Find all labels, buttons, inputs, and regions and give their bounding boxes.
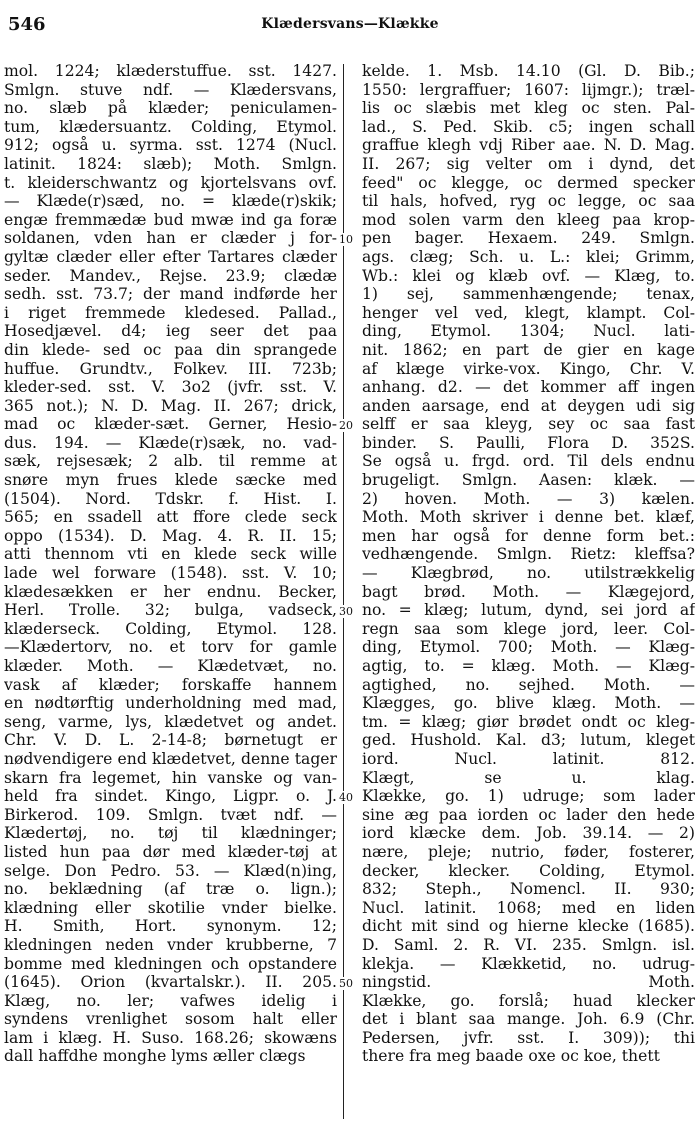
- text-line: Nucl. latinit. 1068; med en liden: [362, 898, 695, 917]
- text-line: 565; en ssadell att ffore clede seck: [4, 508, 337, 527]
- text-line: there fra meg baade oxe oc koe, thett: [362, 1047, 660, 1066]
- text-line: lis oc slæbis met kleg oc sten. Pal-: [362, 99, 695, 118]
- text-line: — Klægbrød, no. utilstrækkelig: [362, 564, 695, 583]
- text-line: 2) hoven. Moth. — 3) kælen.: [362, 489, 695, 508]
- text-line: klekja. — Klækketid, no. udrug-: [362, 954, 695, 973]
- text-line: Klække, go. 1) udruge; som lader: [362, 787, 695, 806]
- text-line: kelde. 1. Msb. 14.10 (Gl. D. Bib.;: [362, 62, 695, 80]
- text-line: klæder. Moth. — Klædetvæt, no.: [4, 657, 337, 675]
- text-line: Se også u. frgd. ord. Til dels endnu: [362, 452, 695, 471]
- text-line: i riget fremmede kledesed. Pallad.,: [4, 303, 337, 322]
- text-line: mad oc klæder-sæt. Gerner, Hesio-: [4, 415, 337, 434]
- text-line: Wb.: klei og klæb ovf. — Klæg, to.: [362, 266, 695, 285]
- text-line: mol. 1224; klæderstuffue. sst. 1427.: [4, 62, 337, 80]
- text-line: feed" oc klegge, oc dermed specker: [362, 173, 695, 192]
- text-line: af klæge virke-vox. Kingo, Chr. V.: [362, 359, 695, 378]
- text-line: Smlgn. stuve ndf. — Klædersvans,: [4, 80, 337, 99]
- text-line: det i blant saa mange. Joh. 6.9 (Chr.: [362, 1010, 695, 1029]
- text-line: ding, Etymol. 1304; Nucl. lati-: [362, 322, 695, 341]
- text-line: — Klæde(r)sæd, no. = klæde(r)skik;: [4, 192, 337, 211]
- text-line: 912; også u. syrma. sst. 1274 (Nucl.: [4, 136, 337, 155]
- text-line: II. 267; sig velter om i dynd, det: [362, 154, 695, 173]
- text-line: D. Saml. 2. R. VI. 235. Smlgn. isl.: [362, 935, 695, 954]
- text-line: en nødtørftig underholdning med mad,: [4, 694, 337, 713]
- text-line: vedhængende. Smlgn. Rietz: kleffsa?: [362, 545, 695, 564]
- text-line: dicht mit sind og hierne klecke (1685).: [362, 917, 695, 936]
- text-line: iord. Nucl. latinit. 812.: [362, 749, 695, 768]
- text-line: anhang. d2. — det kommer aff ingen: [362, 378, 695, 397]
- text-line: atti thennom vti en klede seck wille: [4, 545, 337, 564]
- text-line: soldanen, vden han er clæder j for-: [4, 229, 337, 248]
- text-line: huffue. Grundtv., Folkev. III. 723b;: [4, 359, 337, 378]
- text-line: t. kleiderschwantz og kjortelsvans ovf.: [4, 173, 337, 192]
- text-line: sine æg paa iorden oc lader den hede: [362, 805, 695, 824]
- text-line: lad., S. Ped. Skib. c5; ingen schall: [362, 117, 695, 136]
- text-line: no. slæb på klæder; peniculamen-: [4, 99, 337, 118]
- text-line: snøre myn frues klede sæcke med: [4, 471, 337, 490]
- text-line: vask af klæder; forskaffe hannem: [4, 675, 337, 694]
- text-line: dus. 194. — Klæde(r)sæk, no. vad-: [4, 433, 337, 452]
- text-line: gyltæ clæder eller efter Tartares clæder: [4, 247, 337, 266]
- text-line: 365 not.); N. D. Mag. II. 267; drick,: [4, 396, 337, 415]
- text-line: Chr. V. D. L. 2-14-8; børnetugt er: [4, 731, 337, 750]
- running-head: Klædersvans—Klække: [261, 16, 439, 32]
- line-number: 40: [339, 791, 361, 804]
- text-line: sæk, rejsesæk; 2 alb. til remme at: [4, 452, 337, 471]
- text-line: selge. Don Pedro. 53. — Klæd(n)ing,: [4, 861, 337, 880]
- text-line: bomme med kledningen och opstandere: [4, 954, 337, 973]
- text-line: Birkerod. 109. Smlgn. tvæt ndf. —: [4, 805, 337, 824]
- text-line: Herl. Trolle. 32; bulga, vadseck,: [4, 601, 337, 620]
- text-line: graffue klegh vdj Riber aae. N. D. Mag.: [362, 136, 695, 155]
- text-line: selff er saa kleyg, sey oc saa fast: [362, 415, 695, 434]
- text-line: til hals, hofved, ryg oc legge, oc saa: [362, 192, 695, 211]
- text-line: Hosedjævel. d4; ieg seer det paa: [4, 322, 337, 341]
- text-line: lade wel forware (1548). sst. V. 10;: [4, 564, 337, 583]
- text-line: nødvendigere end klædetvet, denne tager: [4, 749, 337, 768]
- text-line: no. = klæg; lutum, dynd, sei jord af: [362, 601, 695, 620]
- text-line: Moth. Moth skriver i denne bet. klæf,: [362, 508, 695, 527]
- text-line: klæderseck. Colding, Etymol. 128.: [4, 619, 337, 638]
- page-number: 546: [8, 14, 46, 35]
- text-line: nære, pleje; nutrio, føder, fosterer,: [362, 842, 695, 861]
- line-number: 10: [339, 233, 361, 246]
- text-line: iord klæcke dem. Job. 39.14. — 2): [362, 824, 695, 843]
- text-line: Klægges, go. blive klæg. Moth. —: [362, 694, 695, 713]
- text-line: agtig, to. = klæg. Moth. — Klæg-: [362, 657, 695, 675]
- column-divider: [343, 64, 344, 1119]
- line-number: 20: [339, 419, 361, 432]
- text-line: held fra sindet. Kingo, Ligpr. o. J.: [4, 787, 337, 806]
- page-header: [0, 0, 700, 36]
- text-line: Klægt, se u. klag.: [362, 768, 695, 787]
- text-line: din klede- sed oc paa din sprangede: [4, 340, 337, 359]
- left-text-column: [4, 62, 337, 1066]
- text-line: 1) sej, sammenhængende; tenax,: [362, 285, 695, 304]
- line-number: 50: [339, 977, 361, 990]
- text-line: ags. clæg; Sch. u. L.: klei; Grimm,: [362, 247, 695, 266]
- text-line: ding, Etymol. 700; Moth. — Klæg-: [362, 638, 695, 657]
- text-line: kledningen neden vnder krubberne, 7: [4, 935, 337, 954]
- text-line: klædning eller skotilie vnder bielke.: [4, 898, 337, 917]
- text-line: H. Smith, Hort. synonym. 12;: [4, 917, 337, 936]
- text-line: binder. S. Paulli, Flora D. 352S.: [362, 433, 695, 452]
- text-line: —Klædertorv, no. et torv for gamle: [4, 638, 337, 657]
- text-line: anden aarsage, end at deygen udi sig: [362, 396, 695, 415]
- text-line: (1504). Nord. Tdskr. f. Hist. I.: [4, 489, 337, 508]
- text-line: decker, klecker. Colding, Etymol.: [362, 861, 695, 880]
- text-line: agtighed, no. sejhed. Moth. —: [362, 675, 695, 694]
- text-line: sedh. sst. 73.7; der mand indførde her: [4, 285, 337, 304]
- text-line: engæ fremmædæ bud mwæ ind ga foræ: [4, 210, 337, 229]
- text-line: tm. = klæg; giør brødet ondt oc kleg-: [362, 712, 695, 731]
- text-line: seng, varme, lys, klædetvet og andet.: [4, 712, 337, 731]
- text-line: dall haffdhe monghe lyms æller clægs: [4, 1047, 306, 1066]
- text-line: latinit. 1824: slæb); Moth. Smlgn.: [4, 154, 337, 173]
- text-line: nit. 1862; en part de gier en kage: [362, 340, 695, 359]
- text-line: pen bager. Hexaem. 249. Smlgn.: [362, 229, 695, 248]
- text-line: ged. Hushold. Kal. d3; lutum, kleget: [362, 731, 695, 750]
- text-line: Klæg, no. ler; vafwes idelig i: [4, 991, 337, 1010]
- text-line: (1645). Orion (kvartalskr.). II. 205.: [4, 973, 337, 992]
- text-line: regn saa som klege jord, leer. Col-: [362, 619, 695, 638]
- text-line: no. beklædning (af træ o. lign.);: [4, 880, 337, 899]
- text-line: syndens vrenlighet sosom halt eller: [4, 1010, 337, 1029]
- text-line: skarn fra legemet, hin vanske og van-: [4, 768, 337, 787]
- text-line: men har også for denne form bet.:: [362, 526, 695, 545]
- text-line: listed hun paa dør med klæder-tøj at: [4, 842, 337, 861]
- text-line: Klædertøj, no. tøj til klædninger;: [4, 824, 337, 843]
- right-text-column: [362, 62, 695, 1066]
- text-line: brugeligt. Smlgn. Aasen: klæk. —: [362, 471, 695, 490]
- line-number: 30: [339, 605, 361, 618]
- text-line: lam i klæg. H. Suso. 168.26; skowæns: [4, 1028, 337, 1047]
- text-line: Pedersen, jvfr. sst. I. 309)); thi: [362, 1028, 695, 1047]
- text-line: oppo (1534). D. Mag. 4. R. II. 15;: [4, 526, 337, 545]
- text-line: tum, klædersuantz. Colding, Etymol.: [4, 117, 337, 136]
- text-line: mod solen varm den kleeg paa krop-: [362, 210, 695, 229]
- text-line: kleder-sed. sst. V. 3o2 (jvfr. sst. V.: [4, 378, 337, 397]
- text-line: seder. Mandev., Rejse. 23.9; clædæ: [4, 266, 337, 285]
- text-line: Klække, go. forslå; huad klecker: [362, 991, 695, 1010]
- text-line: ningstid. Moth.: [362, 973, 695, 992]
- text-line: henger vel ved, klegt, klampt. Col-: [362, 303, 695, 322]
- text-line: 1550: lergraffuer; 1607: lijmgr.); træl-: [362, 80, 695, 99]
- text-line: bagt brød. Moth. — Klægejord,: [362, 582, 695, 601]
- text-line: 832; Steph., Nomencl. II. 930;: [362, 880, 695, 899]
- text-line: klædesækken er her endnu. Becker,: [4, 582, 337, 601]
